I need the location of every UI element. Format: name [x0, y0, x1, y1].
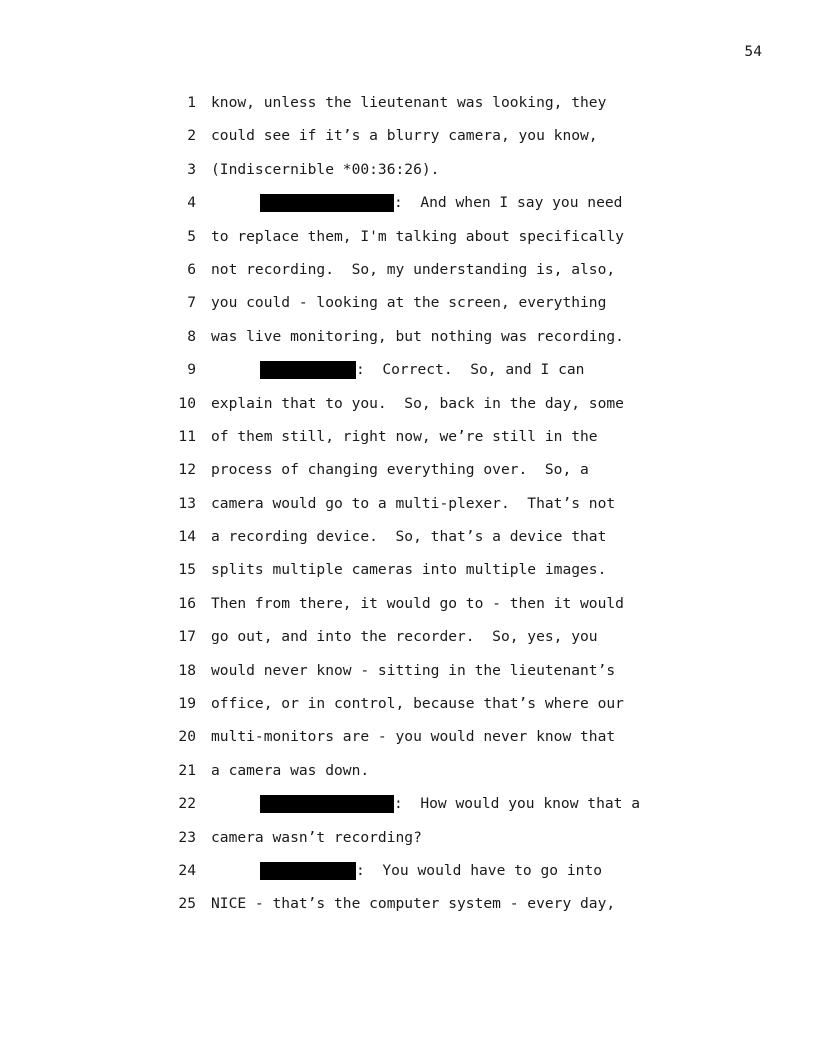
transcript-line: [0, 528, 816, 561]
line-text: was live monitoring, but nothing was recording.: [211, 327, 624, 345]
line-text: : You would have to go into: [356, 861, 603, 879]
line-text: camera would go to a multi-plexer. That’s not: [211, 494, 616, 512]
line-text: go out, and into the recorder. So, yes, you: [211, 628, 598, 646]
speaker-line-text: [211, 194, 622, 212]
speaker-line-text: [211, 361, 584, 379]
line-number: 10: [178, 394, 196, 412]
transcript-line: [0, 361, 816, 394]
line-number: 15: [178, 561, 196, 579]
line-number: 24: [178, 861, 196, 879]
transcript-line: [0, 395, 816, 428]
line-text: splits multiple cameras into multiple images.: [211, 561, 607, 579]
line-number: 3: [187, 160, 196, 178]
line-number: 17: [178, 628, 196, 646]
line-text: office, or in control, because that’s where our: [211, 695, 624, 713]
line-number: 14: [178, 528, 196, 546]
line-number: 18: [178, 661, 196, 679]
transcript-line: [0, 161, 816, 194]
transcript-line: [0, 461, 816, 494]
line-text: would never know - sitting in the lieutenant’s: [211, 661, 616, 679]
transcript-line: [0, 228, 816, 261]
line-number: 13: [178, 494, 196, 512]
redacted-speaker-name: [260, 795, 394, 813]
line-number: 22: [178, 795, 196, 813]
line-text: NICE - that’s the computer system - every day,: [211, 895, 616, 913]
line-number: 20: [178, 728, 196, 746]
line-text: camera wasn’t recording?: [211, 828, 422, 846]
redacted-speaker-name: [260, 194, 394, 212]
speaker-line-text: [211, 862, 602, 880]
line-text: know, unless the lieutenant was looking, they: [211, 94, 607, 111]
transcript-line: [0, 94, 816, 127]
speaker-line-text: [211, 795, 640, 813]
transcript-line: [0, 795, 816, 828]
line-number: 19: [178, 695, 196, 713]
line-text: multi-monitors are - you would never know that: [211, 728, 616, 746]
redacted-speaker-name: [260, 361, 356, 379]
line-number: 21: [178, 761, 196, 779]
line-text: Then from there, it would go to - then it would: [211, 594, 624, 612]
transcript-line: [0, 829, 816, 862]
line-number: 6: [187, 260, 196, 278]
line-number: 8: [187, 327, 196, 345]
transcript-line: [0, 294, 816, 327]
transcript-line: [0, 561, 816, 594]
line-text: of them still, right now, we’re still in the: [211, 427, 598, 445]
line-text: process of changing everything over. So, a: [211, 461, 589, 479]
line-text: (Indiscernible *00:36:26).: [211, 160, 440, 178]
line-text: to replace them, I'm talking about specifically: [211, 227, 624, 245]
transcript-line: [0, 628, 816, 661]
line-text: explain that to you. So, back in the day, some: [211, 394, 624, 412]
transcript-line: [0, 495, 816, 528]
transcript-line: [0, 194, 816, 227]
transcript-line: [0, 261, 816, 294]
line-text: : How would you know that a: [394, 795, 641, 813]
line-number: 25: [178, 895, 196, 913]
transcript-line: [0, 328, 816, 361]
transcript-line: [0, 127, 816, 160]
transcript-body: [0, 94, 816, 929]
line-number: 9: [187, 361, 196, 379]
line-number: 5: [187, 227, 196, 245]
line-number: 12: [178, 461, 196, 479]
line-number: 2: [187, 127, 196, 145]
transcript-line: [0, 862, 816, 895]
line-number: 16: [178, 594, 196, 612]
line-text: you could - looking at the screen, everything: [211, 294, 607, 312]
line-text: a camera was down.: [211, 761, 370, 779]
transcript-line: [0, 895, 816, 928]
page-number: 54: [744, 43, 762, 60]
transcript-line: [0, 428, 816, 461]
line-text: could see if it’s a blurry camera, you know,: [211, 127, 598, 145]
line-text: not recording. So, my understanding is, also,: [211, 260, 616, 278]
line-number: 11: [178, 427, 196, 445]
line-text: a recording device. So, that’s a device that: [211, 528, 607, 546]
transcript-line: [0, 728, 816, 761]
transcript-line: [0, 595, 816, 628]
transcript-line: [0, 695, 816, 728]
transcript-line: [0, 662, 816, 695]
line-number: 23: [178, 828, 196, 846]
line-text: : Correct. So, and I can: [356, 361, 585, 379]
transcript-line: [0, 762, 816, 795]
line-number: 7: [187, 294, 196, 312]
redacted-speaker-name: [260, 862, 356, 880]
line-text: : And when I say you need: [394, 194, 623, 212]
line-number: 4: [187, 194, 196, 212]
line-number: 1: [187, 94, 196, 111]
